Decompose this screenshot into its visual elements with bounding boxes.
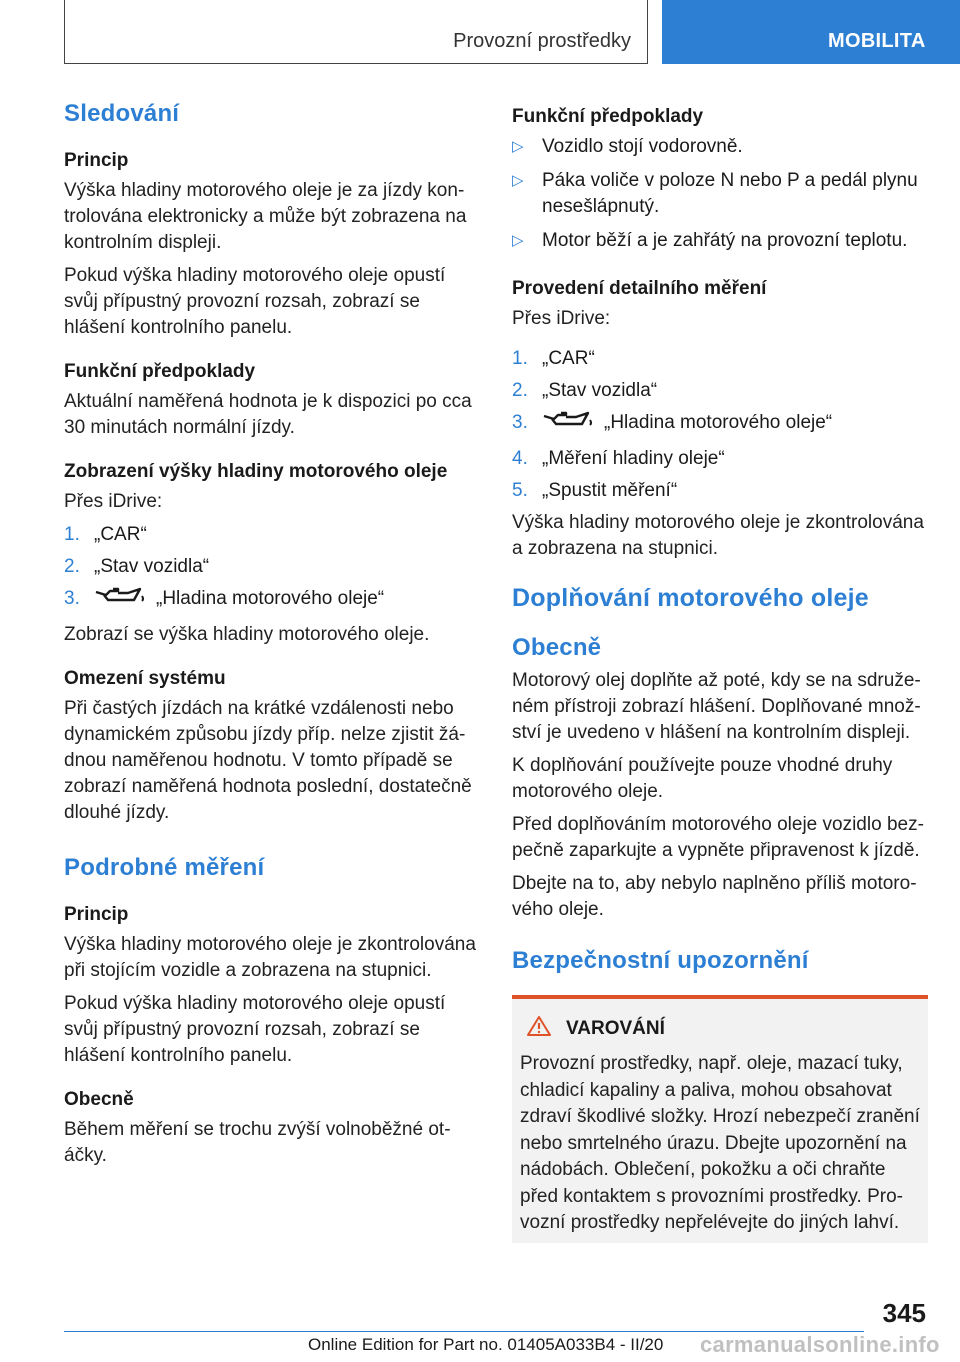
section-omezeni — [64, 666, 480, 826]
oil-can-icon — [94, 586, 146, 616]
triangle-bullet-icon: ▷ — [512, 232, 524, 249]
section-princip — [64, 148, 480, 341]
section-zobrazeni — [64, 459, 480, 648]
paragraph: Přes iDrive: — [512, 308, 611, 329]
paragraph: Před doplňováním motorového oleje vozidlo bezpečně zaparkujte a vypněte připravenost k jízdě. — [512, 814, 924, 861]
chapter-tab: MOBILITA — [662, 0, 960, 64]
section-title: Provozní prostředky — [453, 30, 631, 52]
paragraph: Motorový olej doplňte až poté, kdy se na sdruženém přístroji zobrazí hlášení. Doplňované množství je uvedeno v hlášení na kontrolním displeji. — [512, 670, 921, 743]
warning-title: VAROVÁNÍ — [520, 1015, 920, 1043]
list-item: 4. „Měření hladiny oleje“ — [512, 448, 725, 469]
right-column — [512, 98, 928, 1243]
list-item: 1. „CAR“ — [512, 348, 595, 369]
left-column — [64, 98, 480, 1187]
paragraph: Výška hladiny motorového oleje je zkontrolována při stojícím vozidle a zobrazena na stupnici. — [64, 934, 476, 981]
page-header — [0, 0, 960, 66]
warning-box — [512, 995, 928, 1243]
footer-edition: Online Edition for Part no. 01405A033B4 - II/20 — [308, 1335, 664, 1354]
steps-list — [64, 522, 480, 616]
subheading-zobrazeni: Zobrazení výšky hladiny motorového oleje — [64, 461, 448, 482]
section-predpoklady — [64, 359, 480, 441]
section-tab — [64, 0, 648, 64]
paragraph: Při častých jízdách na krátké vzdálenosti nebo dynamickém způsobu jízdy příp. nelze zjistit žádnou naměřenou hodnotu. V tomto případě se zobrazí naměřená hodnota poslední, dostatečně dlouhé jízdy. — [64, 698, 472, 823]
paragraph: Dbejte na to, aby nebylo naplněno příliš motorového oleje. — [512, 873, 917, 920]
list-item: 5. „Spustit měření“ — [512, 480, 678, 501]
steps-list — [512, 346, 928, 504]
paragraph: Aktuální naměřená hodnota je k dispozici po cca 30 minutách normální jízdy. — [64, 391, 472, 438]
paragraph: Zobrazí se výška hladiny motorového oleje. — [64, 624, 430, 645]
heading-bezpecnost: Bezpečnostní upozornění — [512, 947, 809, 974]
paragraph: Pokud výška hladiny motorového oleje opustí svůj přípustný provozní rozsah, zobrazí se hlášení kontrolního panelu. — [64, 993, 446, 1066]
warning-triangle-icon — [526, 1015, 552, 1043]
paragraph: Výška hladiny motorového oleje je zkontrolována a zobrazena na stupnici. — [512, 512, 924, 559]
heading-obecne: Obecně — [512, 634, 602, 661]
watermark: carmanualsonline.info — [700, 1332, 940, 1357]
subheading-princip: Princip — [64, 904, 129, 925]
paragraph: Pokud výška hladiny motorového oleje opustí svůj přípustný provozní rozsah, zobrazí se hlášení kontrolního panelu. — [64, 265, 446, 338]
heading-sledovani: Sledování — [64, 100, 180, 127]
list-item: 1. „CAR“ — [64, 524, 147, 545]
paragraph: Přes iDrive: — [64, 491, 163, 512]
heading-doplnovani: Doplňování motorového oleje — [512, 584, 869, 612]
section-provedeni — [512, 276, 928, 562]
list-item: ▷ Motor běží a je zahřátý na provozní teplotu. — [512, 228, 928, 254]
subheading-predpoklady: Funkční předpoklady — [512, 106, 704, 127]
triangle-bullet-icon: ▷ — [512, 172, 524, 189]
paragraph: Výška hladiny motorového oleje je za jízdy kontrolována elektronicky a může být zobrazena na kontrolním displeji. — [64, 180, 467, 253]
page-number: 345 — [882, 1298, 926, 1328]
list-item: 3. „Hladina motorového oleje“ — [64, 586, 480, 616]
heading-podrobne: Podrobné měření — [64, 854, 265, 881]
paragraph: K doplňování používejte pouze vhodné druhy motorového oleje. — [512, 755, 893, 802]
oil-can-icon — [542, 410, 594, 440]
subheading-obecne: Obecně — [64, 1089, 134, 1110]
section-obecne — [64, 1087, 480, 1169]
section-princip-detail — [64, 902, 480, 1069]
list-item: 3. „Hladina motorového oleje“ — [512, 410, 928, 440]
conditions-list — [512, 134, 928, 254]
warning-text: Provozní prostředky, např. oleje, mazací tuky, chladicí kapaliny a paliva, mohou obsahovat zdraví škodlivé složky. Hrozí nebezpečí zranění nebo smrtelného úrazu. Dbejte upozornění na nádobách. Oblečení, pokožku a oči chraňte před kontaktem s provozními prostředky. Provozní prostředky nepřelévejte do jiných lahví. — [520, 1053, 920, 1233]
triangle-bullet-icon: ▷ — [512, 138, 524, 155]
subheading-predpoklady: Funkční předpoklady — [64, 361, 256, 382]
subheading-princip: Princip — [64, 150, 129, 171]
subheading-omezeni: Omezení systému — [64, 668, 226, 689]
list-item: 2. „Stav vozidla“ — [512, 380, 658, 401]
list-item: 2. „Stav vozidla“ — [64, 556, 210, 577]
list-item: ▷ Vozidlo stojí vodorovně. — [512, 134, 928, 160]
paragraph: Během měření se trochu zvýší volnoběžné otáčky. — [64, 1119, 451, 1166]
subheading-provedeni: Provedení detailního měření — [512, 278, 767, 299]
list-item: ▷ Páka voliče v poloze N nebo P a pedál plynu nesešlápnutý. — [512, 168, 928, 220]
